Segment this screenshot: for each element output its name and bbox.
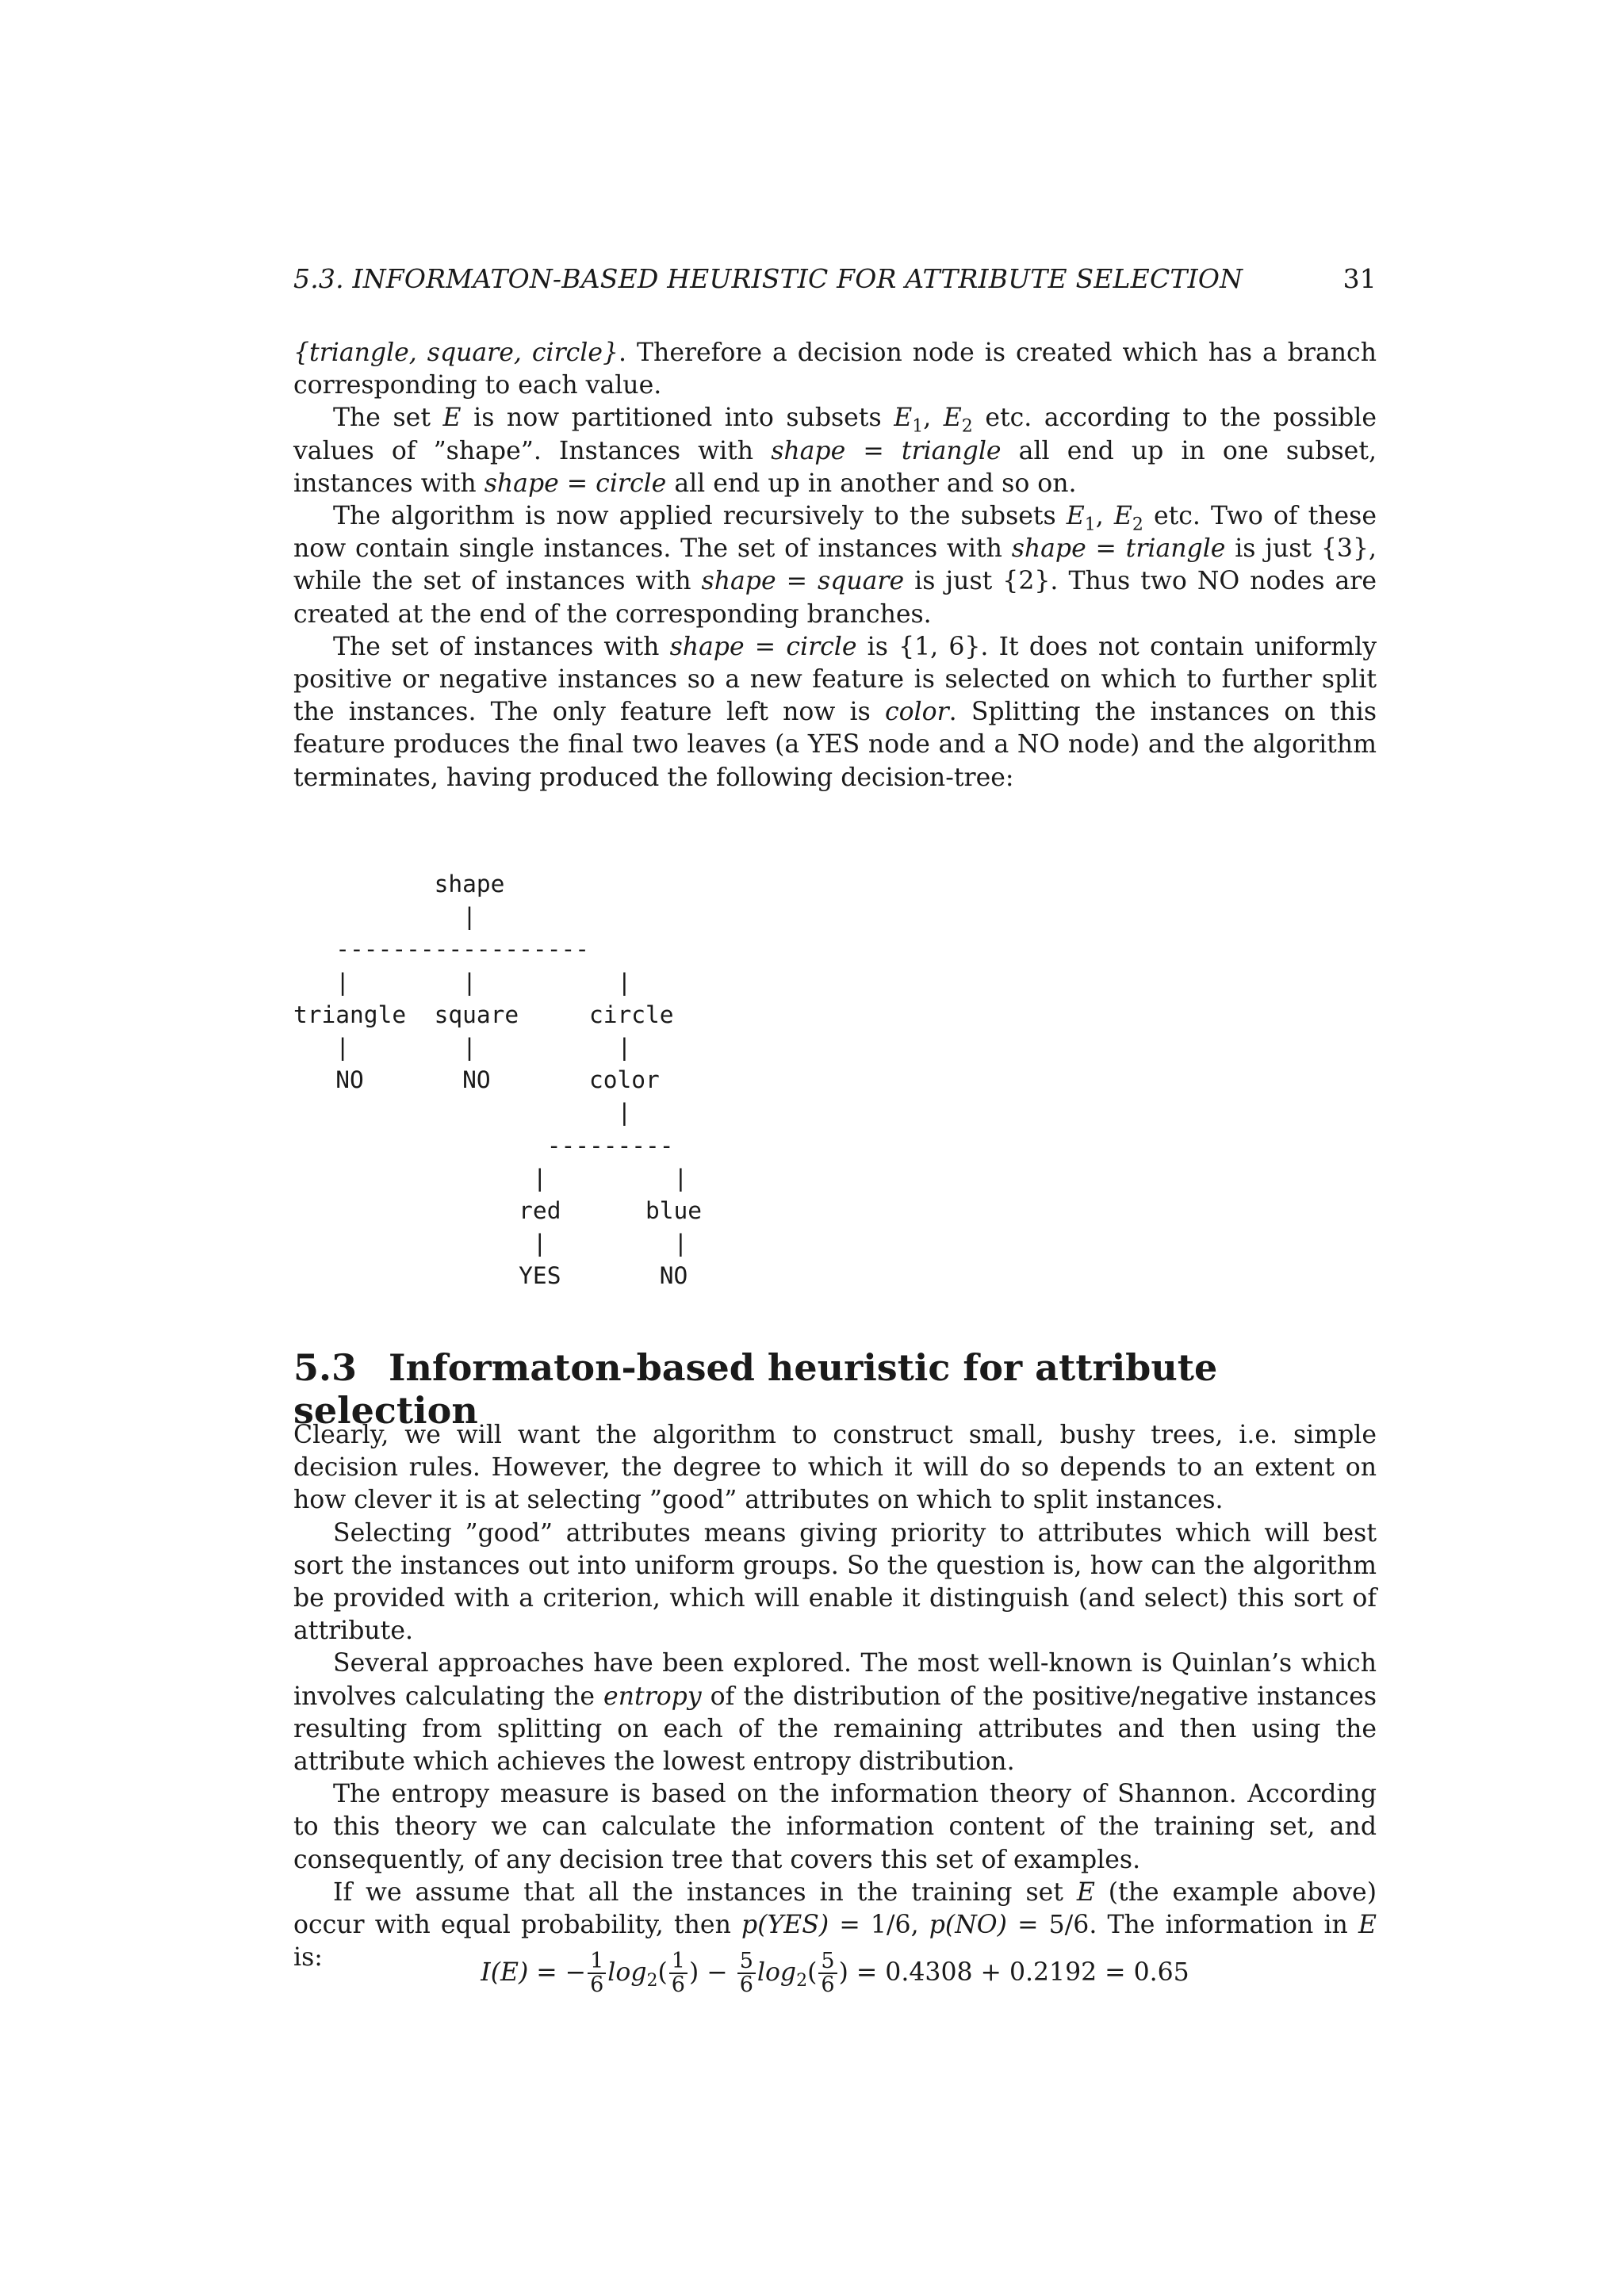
- eq-minus: −: [699, 1957, 736, 1987]
- p4-c: . Splitting the instances on this feature produces the final two leaves (a YES node and a NO node) and the algorithm terminates, having produced the following decision-tree:: [293, 698, 1377, 792]
- p9-b: (the example above) occur with equal probability, then: [293, 1877, 1377, 1940]
- eq-log-sub: 2: [796, 1971, 808, 1992]
- p3-comma: ,: [1095, 502, 1114, 531]
- frac-num: 5: [818, 1950, 837, 1974]
- p9-e: is:: [293, 1943, 323, 1973]
- p3-b: etc. Two of these now contain single instances. The set of instances with: [293, 502, 1377, 564]
- frac-1-6-b: [669, 1950, 688, 1997]
- p9-E: E: [1076, 1877, 1095, 1907]
- p2-E: E: [442, 404, 462, 433]
- p9-d: = 5/6. The information in: [1006, 1911, 1358, 1940]
- p2-sub2: 2: [961, 416, 973, 437]
- p2-b: is now partitioned into subsets: [461, 404, 894, 433]
- decision-tree-diagram: shape | ------------------ | | | triangle square circle | | | NO NO color | --------- | | red blue | | YES NO: [293, 871, 703, 1290]
- p9-a: If we assume that all the instances in the training set: [333, 1877, 1077, 1907]
- frac-den: 6: [821, 1973, 835, 1998]
- p3-c: is just {3}, while the set of instances with: [293, 534, 1377, 596]
- page-number: 31: [1342, 263, 1377, 294]
- p7-b: of the distribution of the positive/negative instances resulting from splitting on each of the remaining attributes and then using the attribute which achieves the lowest entropy distribution.: [293, 1682, 1377, 1777]
- frac-num: 1: [588, 1950, 606, 1974]
- eq-close: ): [838, 1957, 848, 1987]
- paragraph-7: [293, 1647, 1377, 1778]
- frac-5-6: [737, 1950, 756, 1997]
- paragraph-1: [293, 337, 1377, 402]
- running-title: 5.3. INFORMATON-BASED HEURISTIC FOR ATTRIBUTE SELECTION: [293, 263, 1243, 294]
- frac-1-6: [588, 1950, 606, 1997]
- p3-a: The algorithm is now applied recursively to the subsets: [333, 502, 1067, 531]
- eq-log: log: [756, 1957, 797, 1987]
- p3-shape-square: shape = square: [701, 567, 905, 596]
- entropy-equation: [293, 1950, 1377, 1997]
- p3-d: is just {2}. Thus two NO nodes are created at the end of the corresponding branches.: [293, 567, 1377, 629]
- p2-E2: E: [943, 404, 962, 433]
- paragraph-6: Selecting ”good” attributes means giving priority to attributes which will best sort the instances out into uniform groups. So the question is, how can the algorithm be provided with a criterion, which will enable it distinguish (and select) this sort of attribute.: [293, 1518, 1377, 1646]
- p7-a: Several approaches have been explored. The most well-known is Quinlan’s which involves calculating the: [293, 1649, 1377, 1711]
- p4-b: is {1, 6}. It does not contain uniformly positive or negative instances so a new feature is selected on which to further split the instances. The only feature left now is: [293, 632, 1377, 727]
- p3-shape-triangle: shape = triangle: [1011, 534, 1226, 564]
- paragraph-5: Clearly, we will want the algorithm to construct small, bushy trees, i.e. simple decision rules. However, the degree to which it will do so depends to an extent on how clever it is at selecting ”good” attributes on which to split instances.: [293, 1421, 1377, 1515]
- p2-d: all end up in one subset, instances with: [293, 436, 1377, 498]
- paragraph-1-text: . Therefore a decision node is created which has a branch corresponding to each value.: [293, 339, 1377, 400]
- set-values: {triangle, square, circle}: [293, 339, 619, 367]
- paragraph-8: The entropy measure is based on the information theory of Shannon. According to this theory we can calculate the information content of the training set, and consequently, of any decision tree that covers this set of examples.: [293, 1780, 1377, 1874]
- p2-sub1: 1: [912, 416, 924, 437]
- eq-rhs: = 0.4308 + 0.2192 = 0.65: [848, 1957, 1189, 1987]
- p2-E1: E: [894, 404, 913, 433]
- p2-shape-circle: shape = circle: [484, 469, 667, 498]
- frac-den: 6: [671, 1973, 685, 1998]
- p9-E2: E: [1358, 1911, 1377, 1940]
- p3-sub2: 2: [1132, 515, 1143, 535]
- frac-den: 6: [590, 1973, 604, 1998]
- frac-num: 5: [737, 1950, 756, 1974]
- paragraph-3: [293, 500, 1377, 631]
- p2-shape-triangle: shape = triangle: [771, 436, 1002, 465]
- running-header: [293, 263, 1377, 294]
- eq-open: (: [807, 1957, 818, 1987]
- frac-den: 6: [739, 1973, 753, 1998]
- body-text-upper: [293, 337, 1377, 794]
- p2-comma: ,: [923, 404, 944, 433]
- eq-log: log: [607, 1957, 647, 1987]
- p4-color: color: [884, 698, 949, 727]
- body-text-lower: [293, 1419, 1377, 1974]
- p3-E1: E: [1066, 502, 1085, 531]
- section-title: Informaton-based heuristic for attribute selection: [293, 1346, 1218, 1432]
- p3-sub1: 1: [1084, 515, 1096, 535]
- p2-e: all end up in another and so on.: [666, 469, 1077, 498]
- eq-open: (: [657, 1957, 668, 1987]
- p4-a: The set of instances with: [333, 632, 670, 661]
- p2-c: etc. according to the possible values of ”shape”. Instances with: [293, 404, 1377, 465]
- paragraph-2: [293, 402, 1377, 500]
- p9-pyes: p(YES): [741, 1911, 829, 1940]
- p2-a: The set: [333, 404, 443, 433]
- p3-E2: E: [1113, 502, 1132, 531]
- frac-num: 1: [669, 1950, 688, 1974]
- eq-log-sub: 2: [646, 1971, 658, 1992]
- eq-close: ): [688, 1957, 699, 1987]
- p9-c: = 1/6,: [829, 1911, 929, 1940]
- p7-entropy: entropy: [603, 1682, 702, 1711]
- paragraph-4: [293, 631, 1377, 794]
- section-number: 5.3: [293, 1346, 358, 1389]
- eq-lhs: I(E) = −: [481, 1957, 587, 1987]
- frac-5-6-b: [818, 1950, 837, 1997]
- p4-shape-circle: shape = circle: [669, 632, 857, 661]
- p9-pno: p(NO): [929, 1911, 1007, 1940]
